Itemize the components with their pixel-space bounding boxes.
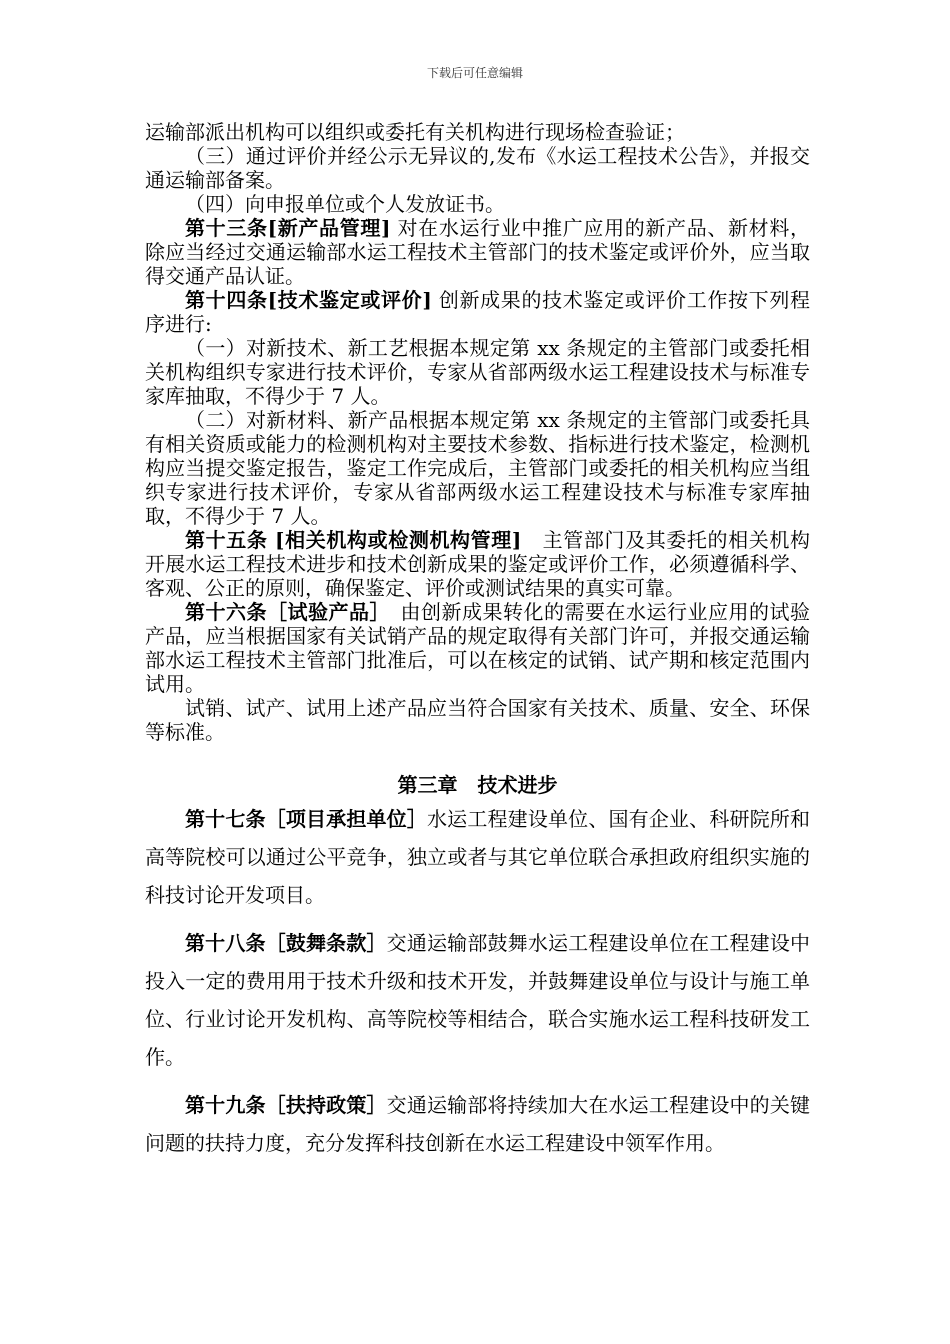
article-text: 主管部门及其委托的相关机构开展水运工程技术进步和技术创新成果的鉴定或评价工作，必须遵循科学、客观、公正的原则，确保鉴定、评价或测试结果的真实可靠。 — [145, 528, 811, 600]
paragraph: （四）向申报单位或个人发放证书。 — [185, 192, 505, 216]
article-title: 第十四条[技术鉴定或评价] — [185, 288, 432, 312]
article-title: 第十六条［试验产品］ — [185, 600, 380, 624]
article-16 — [145, 600, 810, 696]
page-header: 下载后可任意编辑 — [426, 66, 523, 80]
article-text: 水运工程建设单位、国有企业、科研院所和高等院校可以通过公平竞争，独立或者与其它单位联合承担政府组织实施的科技讨论开发项目。 — [145, 807, 810, 907]
article-13 — [145, 216, 810, 288]
article-19 — [145, 1086, 810, 1162]
paragraph: （三）通过评价并经公示无异议的,发布《水运工程技术公告》，并报交通运输部备案。 — [145, 144, 810, 192]
section-a — [145, 120, 810, 744]
article-title: 第十八条［鼓舞条款］ — [185, 931, 387, 955]
article-text: 由创新成果转化的需要在水运行业应用的试验产品，应当根据国家有关试销产品的规定取得有关部门许可，并报交通运输部水运工程技术主管部门批准后，可以在核定的试销、试产期和核定范围内试用。 — [145, 600, 810, 696]
chapter-heading: 第三章 技术进步 — [397, 773, 558, 797]
paragraph: （一）对新技术、新工艺根据本规定第 xx 条规定的主管部门或委托相关机构组织专家进行技术评价，专家从省部两级水运工程建设技术与标准专家库抽取，不得少于 7 人。 — [145, 336, 810, 408]
paragraph: 运输部派出机构可以组织或委托有关机构进行现场检查验证； — [145, 120, 685, 144]
article-text: 交通运输部鼓舞水运工程建设单位在工程建设中投入一定的费用用于技术升级和技术开发，并鼓舞建设单位与设计与施工单位、行业讨论开发机构、高等院校等相结合，联合实施水运工程科技研发工作。 — [145, 931, 811, 1069]
article-17 — [145, 800, 810, 914]
article-title: 第十三条[新产品管理] — [185, 216, 391, 240]
article-text: 对在水运行业中推广应用的新产品、新材料，除应当经过交通运输部水运工程技术主管部门的技术鉴定或评价外，应当取得交通产品认证。 — [145, 216, 810, 288]
article-title: 第十九条［扶持政策］ — [185, 1093, 387, 1117]
paragraph: （二）对新材料、新产品根据本规定第 xx 条规定的主管部门或委托具有相关资质或能力的检测机构对主要技术参数、指标进行技术鉴定，检测机构应当提交鉴定报告，鉴定工作完成后，主管部门或委托的相关机构应当组织专家进行技术评价，专家从省部两级水运工程建设技术与标准专家库抽取，不得少于 7 人。 — [145, 408, 810, 528]
article-text: 交通运输部将持续加大在水运工程建设中的关键问题的扶持力度，充分发挥科技创新在水运工程建设中领军作用。 — [145, 1093, 811, 1155]
article-text: 创新成果的技术鉴定或评价工作按下列程序进行: — [145, 288, 810, 336]
article-14 — [145, 288, 810, 336]
document-body — [145, 120, 810, 1162]
article-title: 第十七条［项目承担单位］ — [185, 807, 427, 831]
section-b — [145, 800, 810, 1162]
article-title: 第十五条 [相关机构或检测机构管理] — [185, 528, 522, 552]
article-15 — [145, 528, 810, 600]
article-18 — [145, 924, 810, 1076]
paragraph: 试销、试产、试用上述产品应当符合国家有关技术、质量、安全、环保等标准。 — [145, 696, 810, 744]
